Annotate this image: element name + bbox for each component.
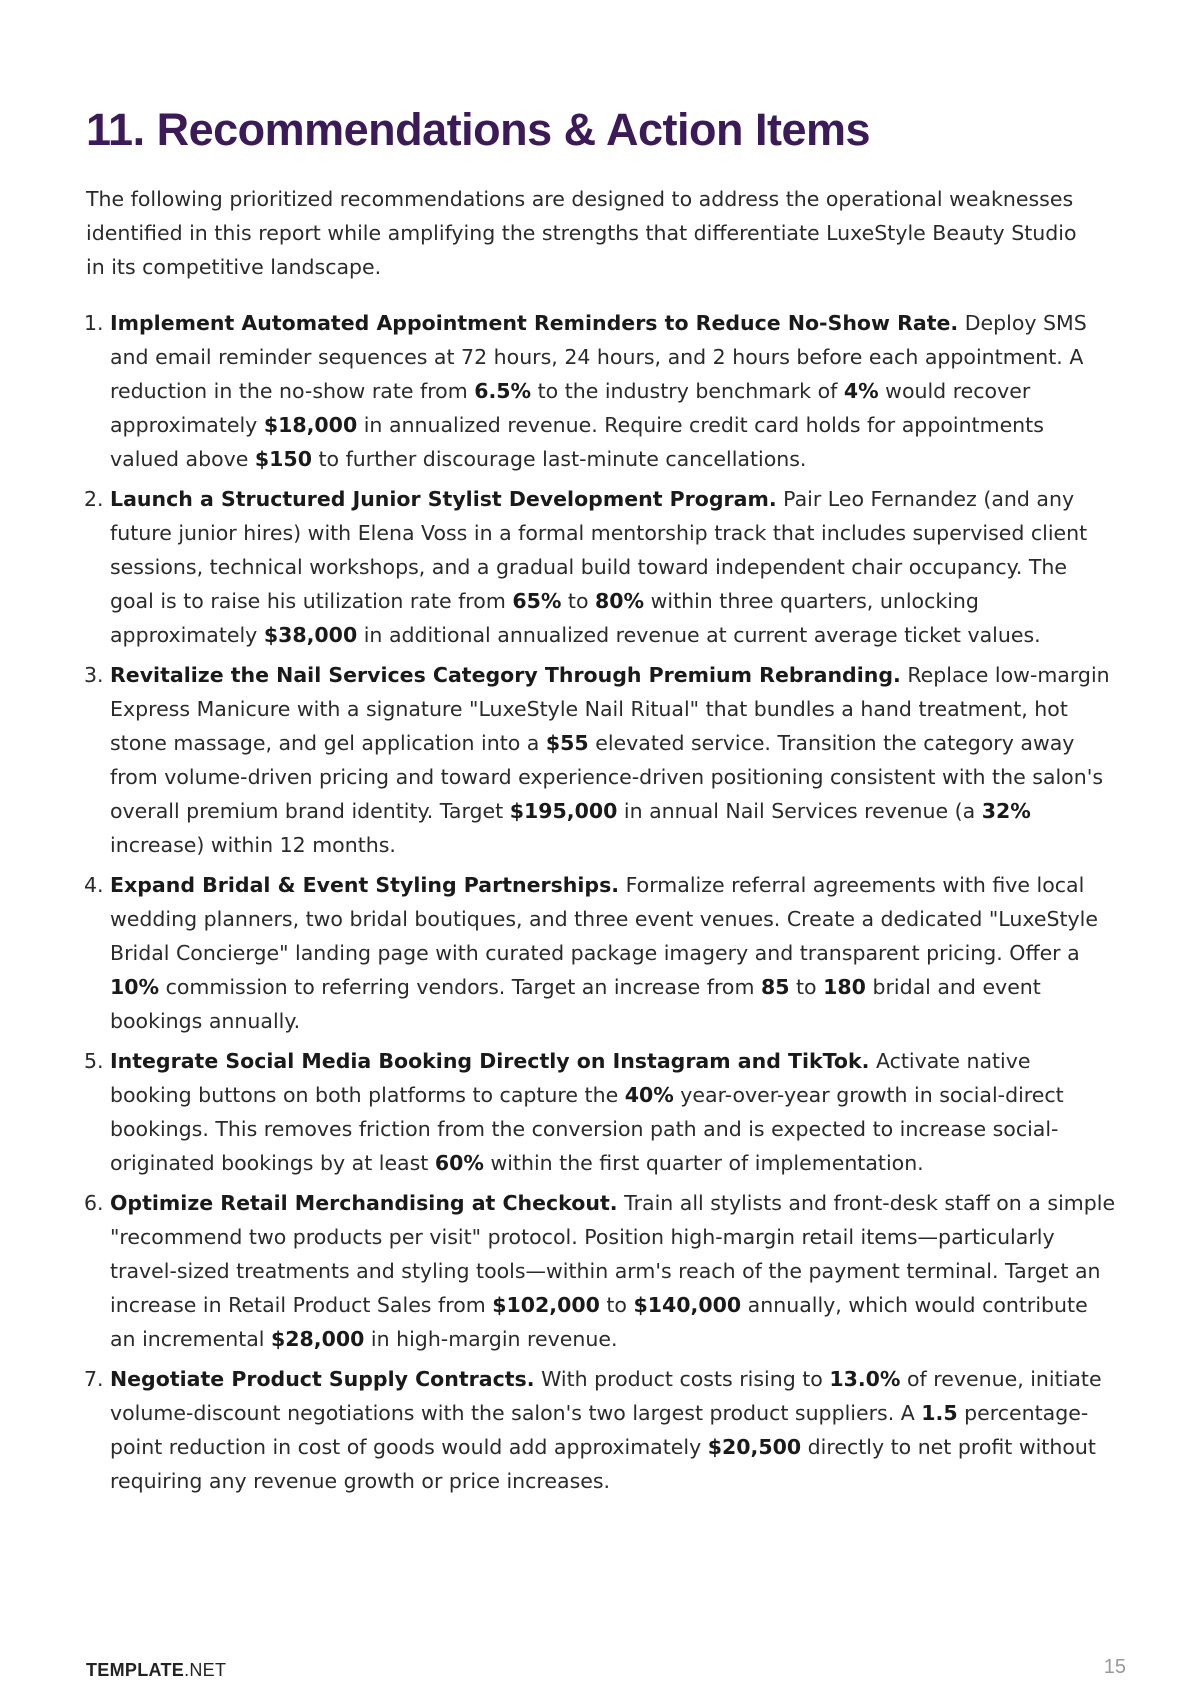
item-number: 3. — [84, 663, 104, 687]
item-title: Expand Bridal & Event Styling Partnerships. — [110, 873, 620, 897]
item-text: of revenue, initiate volume-discount negotiations with the salon's two largest product suppliers. A — [110, 1367, 1102, 1425]
recommendation-item-1 — [84, 306, 1116, 476]
item-figure: 180 — [823, 975, 866, 999]
item-text: in annual Nail Services revenue (a — [617, 799, 982, 823]
item-figure: 32% — [981, 799, 1031, 823]
item-number: 4. — [84, 873, 104, 897]
item-text: Pair Leo Fernandez (and any future junior hires) with Elena Voss in a formal mentorship track that includes supervised client sessions, technical workshops, and a gradual build toward independent chair occupancy. The goal is to raise his utilization rate from — [110, 487, 1088, 613]
item-figure: 40% — [624, 1083, 674, 1107]
recommendation-item-6 — [84, 1186, 1116, 1356]
item-title: Optimize Retail Merchandising at Checkout. — [110, 1191, 618, 1215]
item-text: Activate native booking buttons on both platforms to capture the — [110, 1049, 1031, 1107]
page-content — [86, 100, 1116, 1504]
recommendation-item-2 — [84, 482, 1116, 652]
item-text: bridal and event bookings annually. — [110, 975, 1041, 1033]
item-number: 7. — [84, 1367, 104, 1391]
item-text: to — [561, 589, 596, 613]
item-text: would recover approximately — [110, 379, 1031, 437]
brand-name: TEMPLATE — [86, 1660, 185, 1680]
item-figure: 1.5 — [921, 1401, 958, 1425]
item-text: increase) within 12 months. — [110, 833, 396, 857]
item-figure: 65% — [512, 589, 562, 613]
item-text: in annualized revenue. Require credit card holds for appointments valued above — [110, 413, 1044, 471]
item-text: within the first quarter of implementation. — [483, 1151, 924, 1175]
item-figure: $55 — [545, 731, 589, 755]
item-text: directly to net profit without requiring any revenue growth or price increases. — [110, 1435, 1096, 1493]
item-title: Integrate Social Media Booking Directly on Instagram and TikTok. — [110, 1049, 870, 1073]
item-figure: $195,000 — [509, 799, 618, 823]
item-figure: $140,000 — [633, 1293, 742, 1317]
item-title: Revitalize the Nail Services Category Through Premium Rebranding. — [110, 663, 901, 687]
item-figure: 10% — [110, 975, 160, 999]
intro-paragraph: The following prioritized recommendations are designed to address the operational weaknesses identified in this report while amplifying the strengths that differentiate LuxeStyle Beauty Studio in its competitive landscape. — [86, 187, 1077, 279]
item-figure: 13.0% — [829, 1367, 901, 1391]
item-text: Replace low-margin Express Manicure with a signature "LuxeStyle Nail Ritual" that bundles a hand treatment, hot stone massage, and gel application into a — [110, 663, 1110, 755]
recommendation-item-7 — [84, 1362, 1116, 1498]
item-figure: $20,500 — [707, 1435, 802, 1459]
recommendation-item-3 — [84, 658, 1116, 862]
recommendations-list — [86, 306, 1116, 1498]
item-text: Deploy SMS and email reminder sequences at 72 hours, 24 hours, and 2 hours before each appointment. A reduction in the no-show rate from — [110, 311, 1087, 403]
item-text: With product costs rising to — [534, 1367, 830, 1391]
item-text: in high-margin revenue. — [364, 1327, 618, 1351]
item-text: annually, which would contribute an incremental — [110, 1293, 1088, 1351]
item-text: Formalize referral agreements with five local wedding planners, two bridal boutiques, and three event venues. Create a dedicated "LuxeStyle Bridal Concierge" landing page with curated package imagery and transparent pricing. Offer a — [110, 873, 1098, 965]
item-figure: $38,000 — [263, 623, 358, 647]
recommendation-item-5 — [84, 1044, 1116, 1180]
item-number: 2. — [84, 487, 104, 511]
item-text: to the industry benchmark of — [531, 379, 844, 403]
item-text: elevated service. Transition the category away from volume-driven pricing and toward experience-driven positioning consistent with the salon's overall premium brand identity. Target — [110, 731, 1104, 823]
item-figure: $102,000 — [492, 1293, 600, 1317]
item-figure: 4% — [843, 379, 879, 403]
item-figure: $150 — [254, 447, 312, 471]
section-heading: 11. Recommendations & Action Items — [86, 104, 871, 155]
item-number: 6. — [84, 1191, 104, 1215]
item-text: to — [599, 1293, 634, 1317]
item-figure: 6.5% — [474, 379, 532, 403]
item-text: in additional annualized revenue at current average ticket values. — [357, 623, 1041, 647]
item-number: 1. — [84, 311, 104, 335]
item-text: to — [789, 975, 824, 999]
page-number: 15 — [1103, 1656, 1126, 1678]
item-figure: $28,000 — [271, 1327, 365, 1351]
item-text: year-over-year growth in social-direct bookings. This removes friction from the conversion path and is expected to increase social-originated bookings by at least — [110, 1083, 1064, 1175]
recommendation-item-4 — [84, 868, 1116, 1038]
item-figure: 80% — [595, 589, 645, 613]
item-title: Negotiate Product Supply Contracts. — [110, 1367, 535, 1391]
item-text: percentage-point reduction in cost of goods would add approximately — [110, 1401, 1089, 1459]
brand-suffix: .NET — [184, 1660, 227, 1680]
item-text: Train all stylists and front-desk staff on a simple "recommend two products per visit" protocol. Position high-margin retail items—particularly travel-sized treatments and styling tools—within arm's reach of the payment terminal. Target an increase in Retail Product Sales from — [110, 1191, 1116, 1317]
item-title: Launch a Structured Junior Stylist Development Program. — [110, 487, 777, 511]
item-title: Implement Automated Appointment Reminders to Reduce No-Show Rate. — [110, 311, 959, 335]
item-figure: 85 — [760, 975, 790, 999]
item-text: within three quarters, unlocking approximately — [110, 589, 979, 647]
item-figure: 60% — [434, 1151, 484, 1175]
item-number: 5. — [84, 1049, 104, 1073]
footer-brand-logo — [86, 1660, 226, 1681]
item-text: to further discourage last-minute cancellations. — [311, 447, 807, 471]
item-text: commission to referring vendors. Target an increase from — [159, 975, 761, 999]
item-figure: $18,000 — [263, 413, 358, 437]
